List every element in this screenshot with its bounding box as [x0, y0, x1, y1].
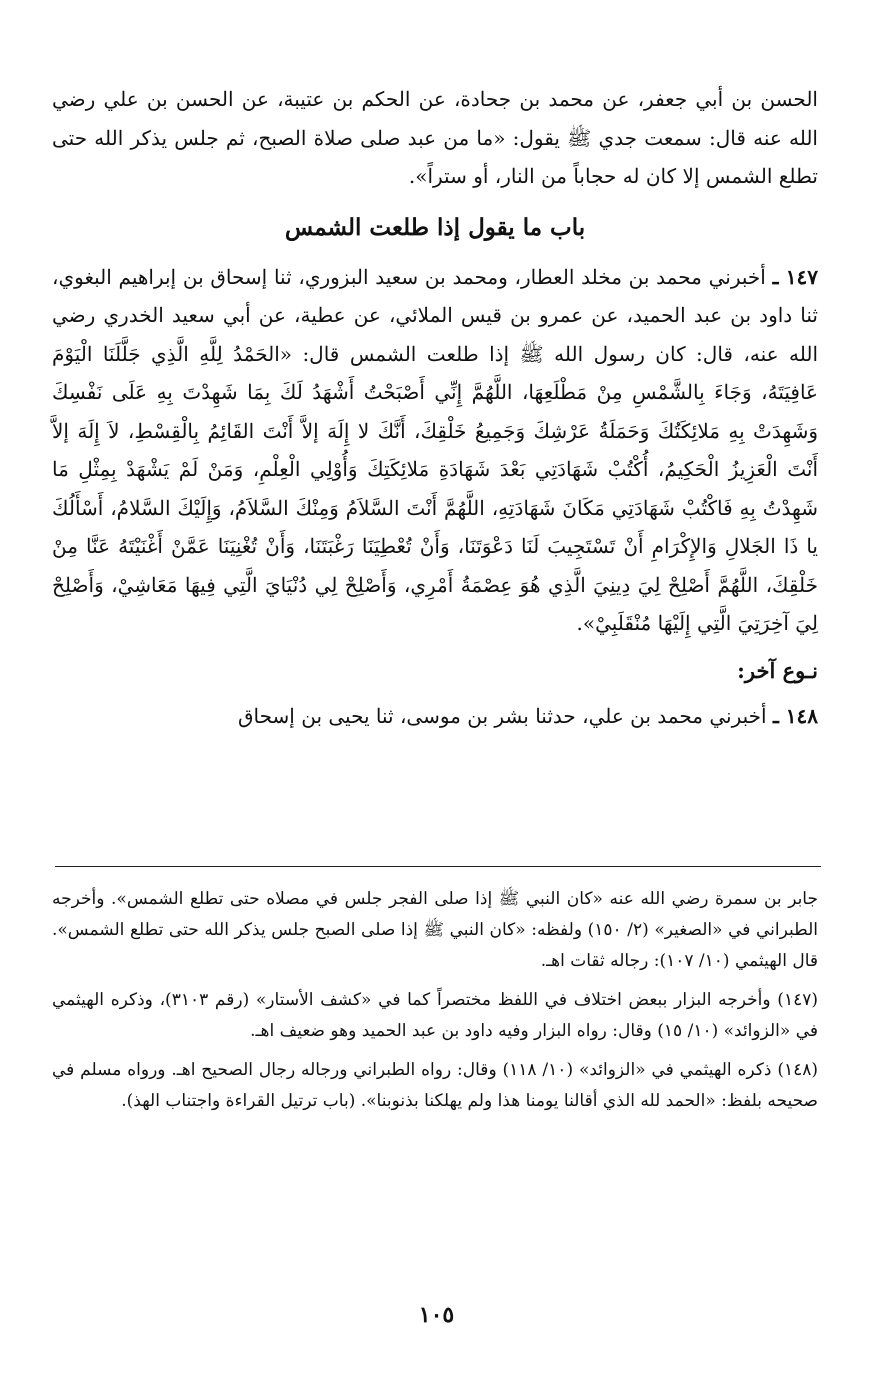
- hadith-147: [52, 258, 818, 643]
- main-text: [52, 80, 818, 735]
- hadith-text: أخبرني محمد بن علي، حدثنا بشر بن موسى، ثنا يحيى بن إسحاق: [238, 703, 767, 728]
- footnotes: [52, 884, 818, 1125]
- hadith-148: [52, 697, 818, 736]
- intro-paragraph: الحسن بن أبي جعفر، عن محمد بن جحادة، عن الحكم بن عتيبة، عن الحسن بن علي رضي الله عنه قال: سمعت جدي ﷺ يقول: «ما من عبد صلى صلاة الصبح، ثم جلس يذكر الله حتى تطلع الشمس إلا كان له حجاباً من النار، أو ستراً».: [52, 87, 818, 188]
- hadith-text: أخبرني محمد بن مخلد العطار، ومحمد بن سعيد البزوري، ثنا إسحاق بن إبراهيم البغوي، ثنا داود بن عبد الحميد، عن عمرو بن قيس الملائي، عن عطية، عن أبي سعيد الخدري رضي الله عنه، قال: كان رسول الله ﷺ إذا طلعت الشمس قال: «الحَمْدُ لِلَّهِ الَّذِي جَلَّلَنَا الْيَوْمَ عَافِيَتَهُ، وَجَاءَ بِالشَّمْسِ مِنْ مَطْلَعِهَا، اللَّهُمَّ إِنِّي أَصْبَحْتُ أَشْهَدُ لَكَ بِمَا شَهِدْتَ بِهِ عَلَى نَفْسِكَ وَشَهِدَتْ بِهِ مَلائِكَتُكَ وَحَمَلَةُ عَرْشِكَ وَجَمِيعُ خَلْقِكَ، أَنَّكَ لا إِلَهَ إلاَّ أَنْتَ القَائِمُ بِالْقِسْطِ، لاَ إِلَهَ إلاَّ أَنْتَ الْعَزِيزُ الْحَكِيمُ، أُكْتُبْ شَهَادَتِي بَعْدَ شَهَادَةِ مَلائِكَتِكَ وَأُوْلِي الْعِلْمِ، وَمَنْ لَمْ يَشْهَدْ بِمِثْلِ مَا شَهِدْتُ بِهِ فَاكْتُبْ شَهَادَتِي مَكَانَ شَهَادَتِهِ، اللَّهُمَّ أَنْتَ السَّلاَمُ وَمِنْكَ السَّلاَمُ، وَإِلَيْكَ السَّلامُ، أَسْأَلُكَ يا ذَا الجَلالِ وَالإِكْرَامِ أَنْ تَسْتَجِيبَ لَنَا دَعْوَتَنَا، وَأَنْ تُعْطِيَنَا رَغْبَتَنَا، وَأَنْ تُغْنِيَنَا عَمَّنْ أَغْنَيْتَهُ عَنَّا مِنْ خَلْقِكَ، اللَّهُمَّ أَصْلِحْ لِيَ دِينِيَ الَّذِي هُوَ عِصْمَةُ أَمْرِي، وَأَصْلِحْ لِي دُنْيَايَ الَّتِي فِيهَا مَعَاشِيْ، وَأَصْلِحْ لِيَ آخِرَتِيَ الَّتِي إِلَيْهَا مُنْقَلَبِيْ».: [52, 264, 818, 635]
- footnote-continuation: جابر بن سمرة رضي الله عنه «كان النبي ﷺ إذا صلى الفجر جلس في مصلاه حتى تطلع الشمس». وأخرجه الطبراني في «الصغير» (٢/ ١٥٠) ولفظه: «كان النبي ﷺ إذا صلى الصبح جلس يذكر الله حتى تطلع الشمس». قال الهيثمي (١٠/ ١٠٧): رجاله ثقات اهـ.: [52, 889, 818, 971]
- hadith-number: ١٤٨ ـ: [772, 703, 818, 728]
- subheading-another-type: نـوع آخر:: [737, 657, 818, 683]
- hadith-number: ١٤٧ ـ: [772, 264, 818, 289]
- footnote-148: (١٤٨) ذكره الهيثمي في «الزوائد» (١٠/ ١١٨) وقال: رواه الطبراني ورجاله رجال الصحيح اهـ. ورواه مسلم في صحيحه بلفظ: «الحمد لله الذي أقالنا يومنا هذا ولم يهلكنا بذنوبنا». (باب ترتيل القراءة واجتناب الهذ).: [52, 1060, 819, 1111]
- page-number: ١٠٥: [418, 1302, 455, 1328]
- footnote-147: (١٤٧) وأخرجه البزار ببعض اختلاف في اللفظ مختصراً كما في «كشف الأستار» (رقم ٣١٠٣)، وذكره الهيثمي في «الزوائد» (١٠/ ١٥) وقال: رواه البزار وفيه داود بن عبد الحميد وهو ضعيف اهـ.: [52, 990, 818, 1041]
- footnote-divider: [55, 866, 821, 867]
- section-heading: باب ما يقول إذا طلعت الشمس: [284, 213, 586, 241]
